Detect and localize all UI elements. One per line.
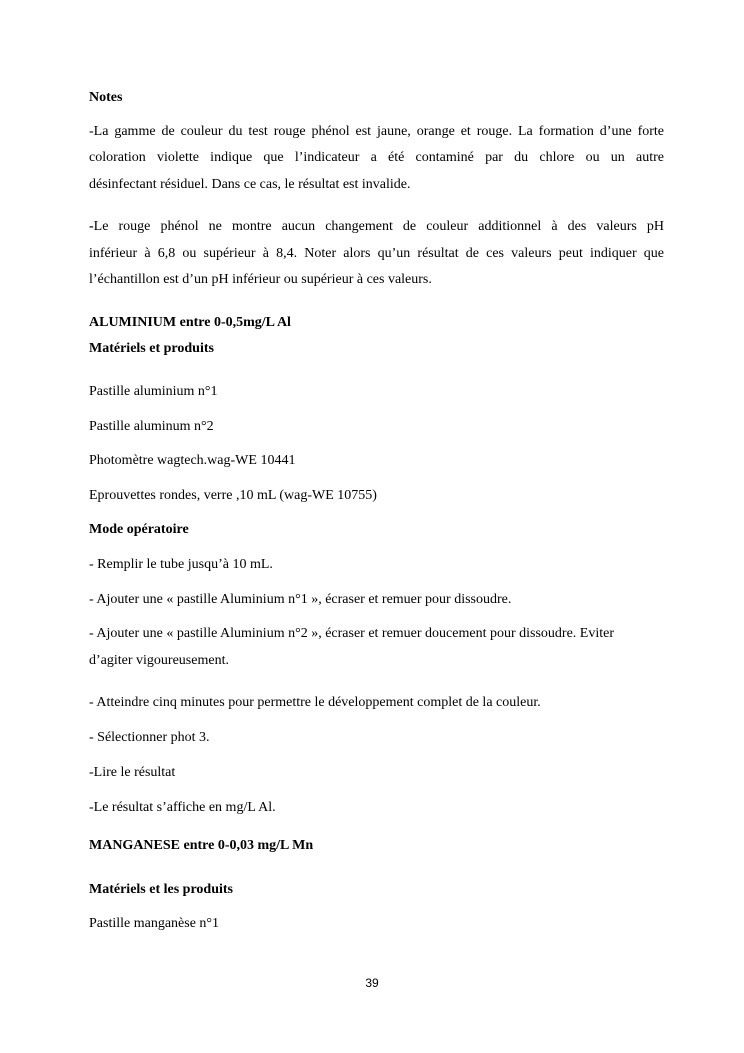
manganese-title: MANGANESE entre 0-0,03 mg/L Mn — [89, 838, 314, 853]
aluminium-step: - Ajouter une « pastille Aluminium n°2 », écraser et remuer doucement pour dissoudre. Eviter — [89, 626, 615, 641]
notes-para2-line1 — [89, 218, 664, 236]
notes-para2-dash: - — [89, 219, 94, 234]
aluminium-step: - Atteindre cinq minutes pour permettre le développement complet de la couleur. — [89, 695, 541, 710]
aluminium-step: - Remplir le tube jusqu’à 10 mL. — [89, 557, 273, 572]
manganese-material-item: Pastille manganèse n°1 — [89, 916, 220, 931]
manganese-materials-heading: Matériels et les produits — [89, 882, 233, 897]
notes-para2-line1-text: Le rouge phénol ne montre aucun changement de couleur additionnel à des valeurs pH — [93, 219, 664, 234]
page-number: 39 — [365, 976, 379, 990]
notes-para1-line2: coloration violette indique que l’indicateur a été contaminé par du chlore ou un autre — [89, 150, 664, 165]
notes-heading: Notes — [89, 90, 123, 105]
aluminium-step: - Sélectionner phot 3. — [89, 730, 210, 745]
aluminium-material-item: Pastille aluminum n°2 — [89, 419, 214, 434]
aluminium-materials-heading: Matériels et produits — [89, 341, 214, 356]
notes-para1-line3: désinfectant résiduel. Dans ce cas, le résultat est invalide. — [89, 177, 411, 192]
aluminium-step: - Ajouter une « pastille Aluminium n°1 », écraser et remuer pour dissoudre. — [89, 592, 512, 607]
aluminium-material-item: Eprouvettes rondes, verre ,10 mL (wag-WE 10755) — [89, 488, 377, 503]
aluminium-step-continuation: d’agiter vigoureusement. — [89, 653, 229, 668]
aluminium-step: -Lire le résultat — [89, 765, 176, 780]
aluminium-title: ALUMINIUM entre 0-0,5mg/L Al — [89, 315, 291, 330]
notes-para2-line2: inférieur à 6,8 ou supérieur à 8,4. Noter alors qu’un résultat de ces valeurs peut indiquer que — [89, 246, 664, 261]
aluminium-procedure-heading: Mode opératoire — [89, 522, 189, 537]
aluminium-material-item: Photomètre wagtech.wag-WE 10441 — [89, 453, 296, 468]
notes-para2-line3: l’échantillon est d’un pH inférieur ou supérieur à ces valeurs. — [89, 272, 432, 287]
aluminium-step: -Le résultat s’affiche en mg/L Al. — [89, 800, 276, 815]
notes-para1-line1: -La gamme de couleur du test rouge phénol est jaune, orange et rouge. La formation d’une forte — [89, 124, 664, 139]
aluminium-material-item: Pastille aluminium n°1 — [89, 384, 218, 399]
